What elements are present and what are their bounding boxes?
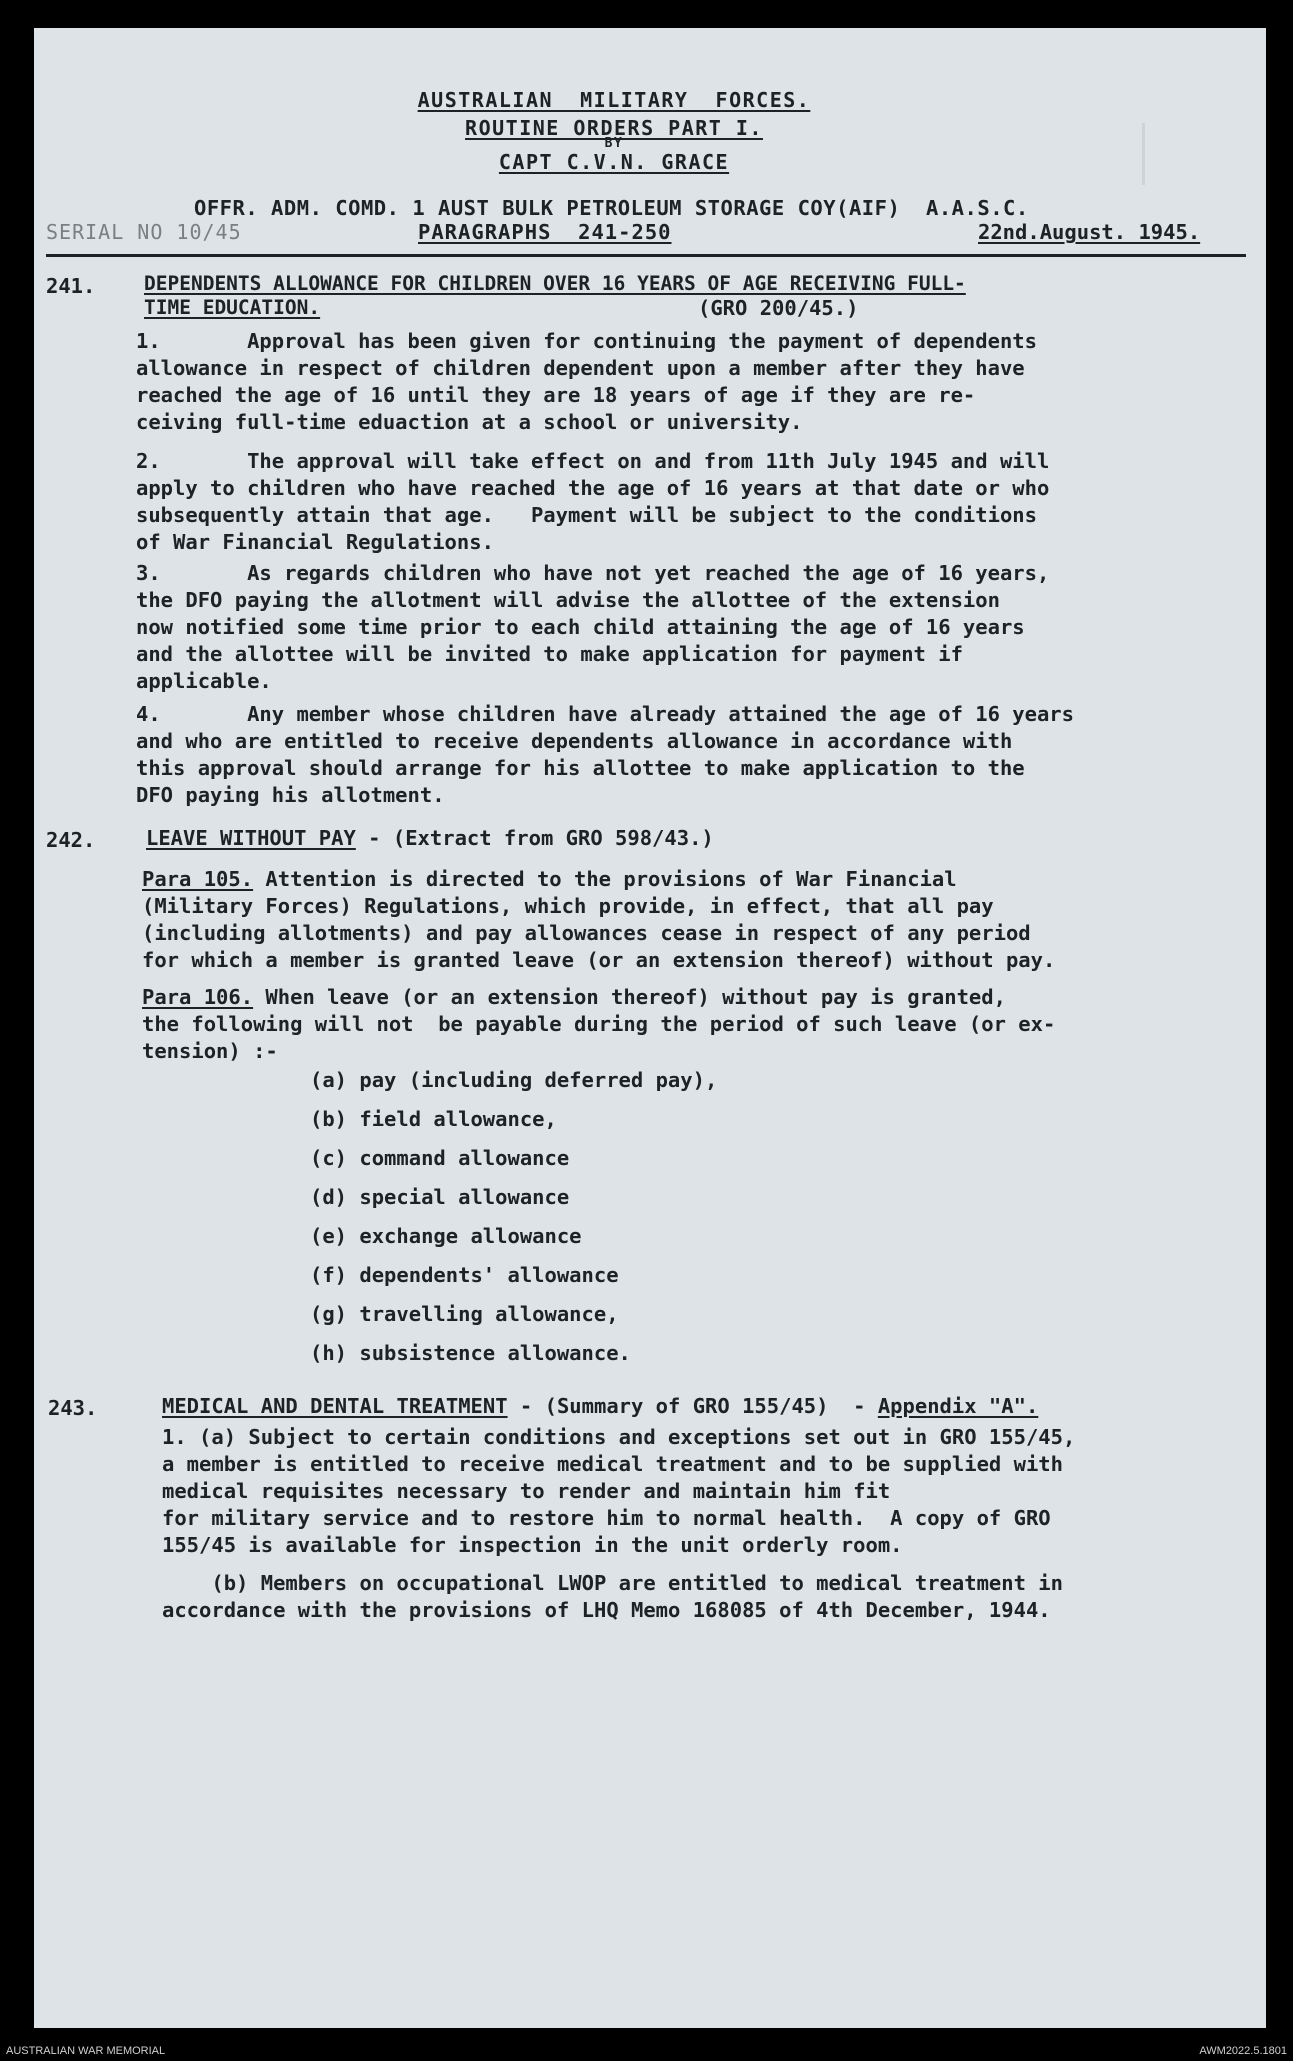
paragraphs-range: PARAGRAPHS 241-250 xyxy=(418,220,672,244)
footer-accession-number: AWM2022.5.1801 xyxy=(1199,2045,1287,2057)
order-date: 22nd.August. 1945. xyxy=(978,220,1201,244)
section-title: LEAVE WITHOUT PAY xyxy=(146,826,356,850)
paragraph xyxy=(142,984,1055,1065)
section-number: 243. xyxy=(48,1396,98,1420)
section-title: TIME EDUCATION. xyxy=(144,296,321,319)
section-reference: (GRO 200/45.) xyxy=(698,296,859,320)
footer-institution: AUSTRALIAN WAR MEMORIAL xyxy=(6,2045,166,2057)
faded-stamp-mark xyxy=(1142,123,1263,185)
list-item: (f) dependents' allowance xyxy=(310,1263,619,1287)
section-heading xyxy=(162,1394,1038,1418)
section-title: DEPENDENTS ALLOWANCE FOR CHILDREN OVER 16 YEARS OF AGE RECEIVING FULL- xyxy=(144,272,966,295)
para-label: Para 105. xyxy=(142,867,254,891)
header-unit: OFFR. ADM. COMD. 1 AUST BULK PETROLEUM STORAGE COY(AIF) A.A.S.C. xyxy=(194,196,1029,220)
para-text: When leave (or an extension thereof) without pay is granted, the following will not be payable during the period of such leave (or ex- tension) :- xyxy=(142,985,1056,1063)
list-item: (d) special allowance xyxy=(310,1185,570,1209)
document-page xyxy=(34,28,1266,2028)
header-by: BY xyxy=(604,136,624,151)
document-body xyxy=(34,28,1266,2028)
list-item: (b) field allowance, xyxy=(310,1107,557,1131)
paragraph: 4. Any member whose children have already attained the age of 16 years and who are entitled to receive dependents allowance in accordance with this approval should arrange for his allottee to make application to the DFO paying his allotment. xyxy=(136,702,1074,807)
header-routine-orders: ROUTINE ORDERS PART I. xyxy=(465,116,763,140)
paragraph: 1. Approval has been given for continuing the payment of dependents allowance in respect of children dependent upon a member after they have reached the age of 16 until they are 18 years of age if they are re- ceiving full-time eduaction at a school or university. xyxy=(136,329,1037,434)
header-rule xyxy=(46,254,1246,257)
serial-number: SERIAL NO 10/45 xyxy=(46,220,242,244)
para-text: Attention is directed to the provisions of War Financial (Military Forces) Regulations, which provide, in effect, that all pay (including allotments) and pay allowances cease in respect of any period for which a member is granted leave (or an extension thereof) without pay. xyxy=(142,867,1056,972)
paragraph: 1. (a) Subject to certain conditions and exceptions set out in GRO 155/45, a member is entitled to receive medical treatment and to be supplied with medical requisites necessary to render and maintain him fit for military service and to restore him to normal health. A copy of GRO 155/45 is available for inspection in the unit orderly room. xyxy=(162,1425,1076,1557)
para-label: Para 106. xyxy=(142,985,254,1009)
header-officer: CAPT C.V.N. GRACE xyxy=(498,150,730,174)
list-item: (e) exchange allowance xyxy=(310,1224,582,1248)
list-item: (h) subsistence allowance. xyxy=(310,1341,631,1365)
list-item: (a) pay (including deferred pay), xyxy=(310,1068,718,1092)
section-heading xyxy=(146,826,714,850)
paragraph: 2. The approval will take effect on and from 11th July 1945 and will apply to children who have reached the age of 16 years at that date or who subsequently attain that age. Payment will be subject to the conditions of War Financial Regulations. xyxy=(136,449,1050,554)
paragraph: (b) Members on occupational LWOP are entitled to medical treatment in accordance with the provisions of LHQ Memo 168085 of 4th December, 1944. xyxy=(162,1571,1063,1622)
section-title: MEDICAL AND DENTAL TREATMENT xyxy=(162,1394,508,1418)
list-item: (c) command allowance xyxy=(310,1146,570,1170)
section-reference: - (Summary of GRO 155/45) - xyxy=(507,1394,878,1418)
section-reference: - (Extract from GRO 598/43.) xyxy=(355,826,714,850)
section-number: 241. xyxy=(46,274,96,298)
appendix-reference: Appendix "A". xyxy=(877,1394,1039,1418)
list-item: (g) travelling allowance, xyxy=(310,1302,619,1326)
header-title: AUSTRALIAN MILITARY FORCES. xyxy=(417,88,811,112)
section-number: 242. xyxy=(46,828,96,852)
paragraph: 3. As regards children who have not yet reached the age of 16 years, the DFO paying the allotment will advise the allottee of the extension now notified some time prior to each child attaining the age of 16 years and the allottee will be invited to make application for payment if applicable. xyxy=(136,561,1050,693)
paragraph xyxy=(142,866,1055,974)
